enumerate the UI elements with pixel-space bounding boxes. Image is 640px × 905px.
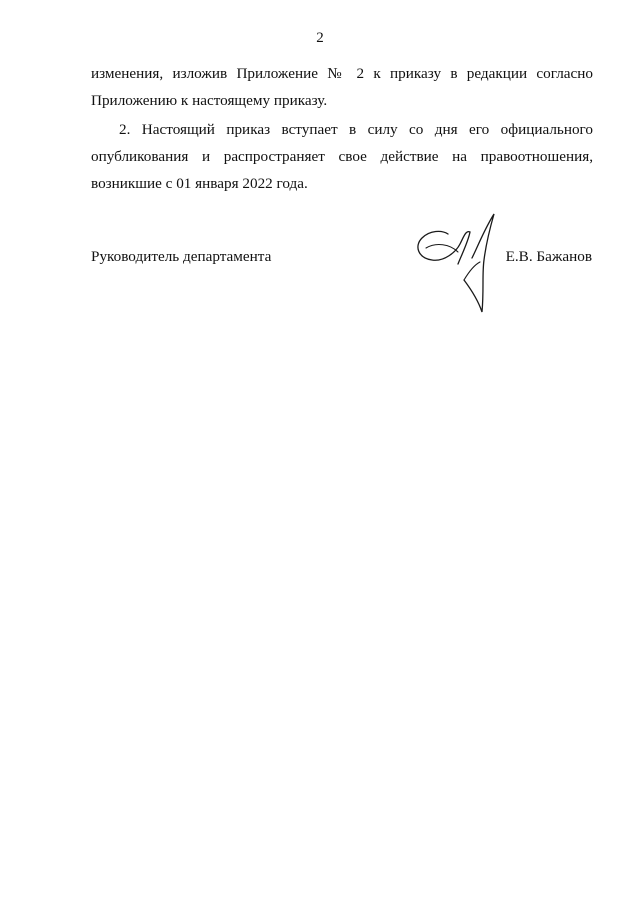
paragraph-1-line-2: Приложению к настоящему приказу. [91,92,328,109]
signatory-name: Е.В. Бажанов [505,248,592,265]
signatory-position: Руководитель департамента [91,248,272,265]
page-number: 2 [316,30,324,46]
handwritten-signature [412,208,508,320]
paragraph-2-line-2: опубликования и распространяет свое действие на правоотношения, [91,148,593,165]
paragraph-1-line-1: изменения, изложив Приложение № 2 к приказу в редакции согласно [91,65,593,82]
paragraph-2-line-3: возникшие с 01 января 2022 года. [91,175,308,192]
paragraph-2-line-1: 2. Настоящий приказ вступает в силу со дня его официального [119,121,593,138]
